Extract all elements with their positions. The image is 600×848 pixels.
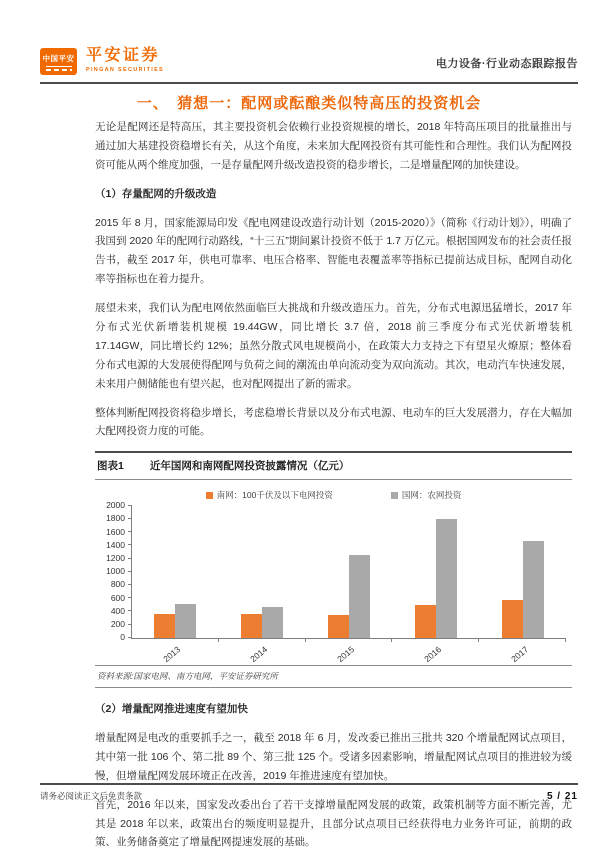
page-number: 5 / 21 (546, 791, 578, 802)
figure-source: 资料来源:国家电网、南方电网，平安证券研究所 (95, 665, 572, 688)
report-type-label: 电力设备·行业动态跟踪报告 (435, 58, 578, 70)
bar-group-2014 (219, 506, 306, 664)
bar-series2-2017 (523, 541, 544, 638)
legend-label: 国网：农网投资 (401, 490, 462, 501)
bar-group-2017 (479, 506, 566, 664)
bar-chart (97, 500, 566, 664)
bar-group-2015 (306, 506, 393, 664)
brand-name (86, 48, 164, 73)
y-tick-label: 2000 (106, 500, 125, 511)
brand-name-en: PINGAN SECURITIES (86, 66, 165, 73)
brand-name-cn: 平安证券 (86, 47, 161, 64)
figure-1 (95, 451, 572, 688)
legend-swatch-icon (391, 492, 398, 499)
paragraph: 增量配网是电改的重要抓手之一，截至 2018 年 6 月，发改委已推出三批共 320 个增量配网试点项目，其中第一批 106 个、第二批 89 个、第三批 125 个。受诸多因素影响，增量配网试点项目的推进较为缓慢，但增量配网发展环境正在改善，2019 年推进速度有望加快。 (95, 731, 572, 782)
page-footer (40, 783, 578, 802)
bar-group-2016 (392, 506, 479, 664)
page-header (40, 48, 578, 84)
y-tick-label: 1400 (106, 539, 125, 550)
paragraph: 整体判断配网投资将稳步增长，考虑稳增长背景以及分布式电源、电动车的巨大发展潜力，存在大幅加大配网投资力度的可能。 (95, 406, 572, 438)
bar-series2-2015 (349, 555, 370, 638)
paragraph: 2015 年 8 月，国家能源局印发《配电网建设改造行动计划（2015-2020）》（简称《行动计划》），明确了我国到 2020 年的配网行动路线，“十三五”期间累计投资不低于 1.7 万亿元。根据国网发布的社会责任报告书，截至 2017 年，供电可靠率、电压合格率、智能电表覆盖率等指标已提前达成目标，配网自动化率等指标也在着力提升。 (95, 216, 572, 286)
x-tick-mark (305, 638, 306, 642)
logo-text: 中国平安 (42, 53, 75, 63)
bar-series1-2013 (154, 614, 175, 638)
sub-heading-2: （2）增量配网推进速度有望加快 (95, 703, 248, 716)
y-tick-label: 1800 (106, 513, 125, 524)
footer-disclaimer: 请务必阅读正文后免责条款 (40, 791, 143, 801)
bar-series2-2013 (175, 604, 196, 638)
x-tick-label: 2013 (161, 643, 183, 664)
bar-series1-2015 (328, 615, 349, 638)
chart-legend (95, 491, 572, 500)
y-tick-label: 1600 (106, 526, 125, 537)
bar-series2-2016 (436, 519, 457, 638)
bar-series1-2016 (415, 605, 436, 638)
x-tick-mark (218, 638, 219, 642)
legend-item (391, 491, 462, 500)
chart-plot (131, 506, 566, 664)
logo-sub-marks (46, 66, 72, 71)
y-tick-label: 800 (110, 579, 125, 590)
brand-logo (40, 48, 164, 75)
figure-header (95, 453, 572, 480)
legend-swatch-icon (206, 492, 213, 499)
bar-series1-2017 (502, 600, 523, 638)
pingan-logo-icon (40, 48, 77, 75)
y-tick-label: 600 (110, 592, 125, 603)
paragraph: 首先，2016 年以来，国家发改委出台了若干支撑增量配网发展的政策，政策机制等方面不断完善，尤其是 2018 年以来，政策出台的频度明显提升，且部分试点项目已经获得电力业务许可证，前期的政策、业务储备奠定了增量配网提速发展的基础。 (95, 798, 572, 848)
y-tick-label: 1000 (106, 566, 125, 577)
paragraph: 无论是配网还是特高压，其主要投资机会依赖行业投资规模的增长，2018 年特高压项目的批量推出与通过加大基建投资稳增长有关，从这个角度，未来加大配网投资有其可能性和合理性。我们认为配网投资可能从两个维度加强，一是存量配网升级改造投资的稳步增长，二是增量配网的加快建设。 (95, 121, 572, 171)
x-tick-label: 2017 (508, 643, 530, 664)
x-tick-mark (565, 638, 566, 642)
paragraph: 展望未来，我们认为配电网依然面临巨大挑战和升级改造压力。首先，分布式电源迅猛增长，2017 年分布式光伏新增装机规模 19.44GW，同比增长 3.7 倍，2018 前三季度分布式光伏新增装机 17.14GW，同比增长约 12%；虽然分散式风电规模尚小，在政策大力支持之下有望星火燎原；整体看分布式电源的大发展使得配网与负荷之间的潮流由单向流动变为双向流动。其次，电动汽车快速发展，未来用户侧储能也有望兴起，也对配网提出了新的需求。 (95, 302, 572, 390)
bar-group-2013 (132, 506, 219, 664)
figure-title: 近年国网和南网配网投资披露情况（亿元） (149, 460, 350, 473)
y-tick-label: 0 (120, 632, 125, 643)
x-tick-label: 2015 (335, 643, 357, 664)
legend-label: 南网：100千伏及以下电网投资 (216, 490, 333, 501)
document-body (95, 118, 572, 848)
bar-series2-2014 (262, 607, 283, 638)
sub-heading-1: （1）存量配网的升级改造 (95, 187, 217, 200)
section-title: 一、 猜想一：配网或酝酿类似特高压的投资机会 (136, 95, 482, 112)
figure-label: 图表1 (97, 460, 124, 473)
chart-y-axis (97, 500, 131, 643)
x-tick-mark (478, 638, 479, 642)
bar-series1-2014 (241, 614, 262, 638)
legend-item (206, 491, 333, 500)
x-tick-label: 2014 (248, 643, 270, 664)
x-tick-mark (391, 638, 392, 642)
x-tick-label: 2016 (422, 643, 443, 664)
y-tick-label: 1200 (106, 553, 125, 564)
y-tick-label: 400 (110, 605, 125, 616)
y-tick-label: 200 (110, 619, 125, 630)
